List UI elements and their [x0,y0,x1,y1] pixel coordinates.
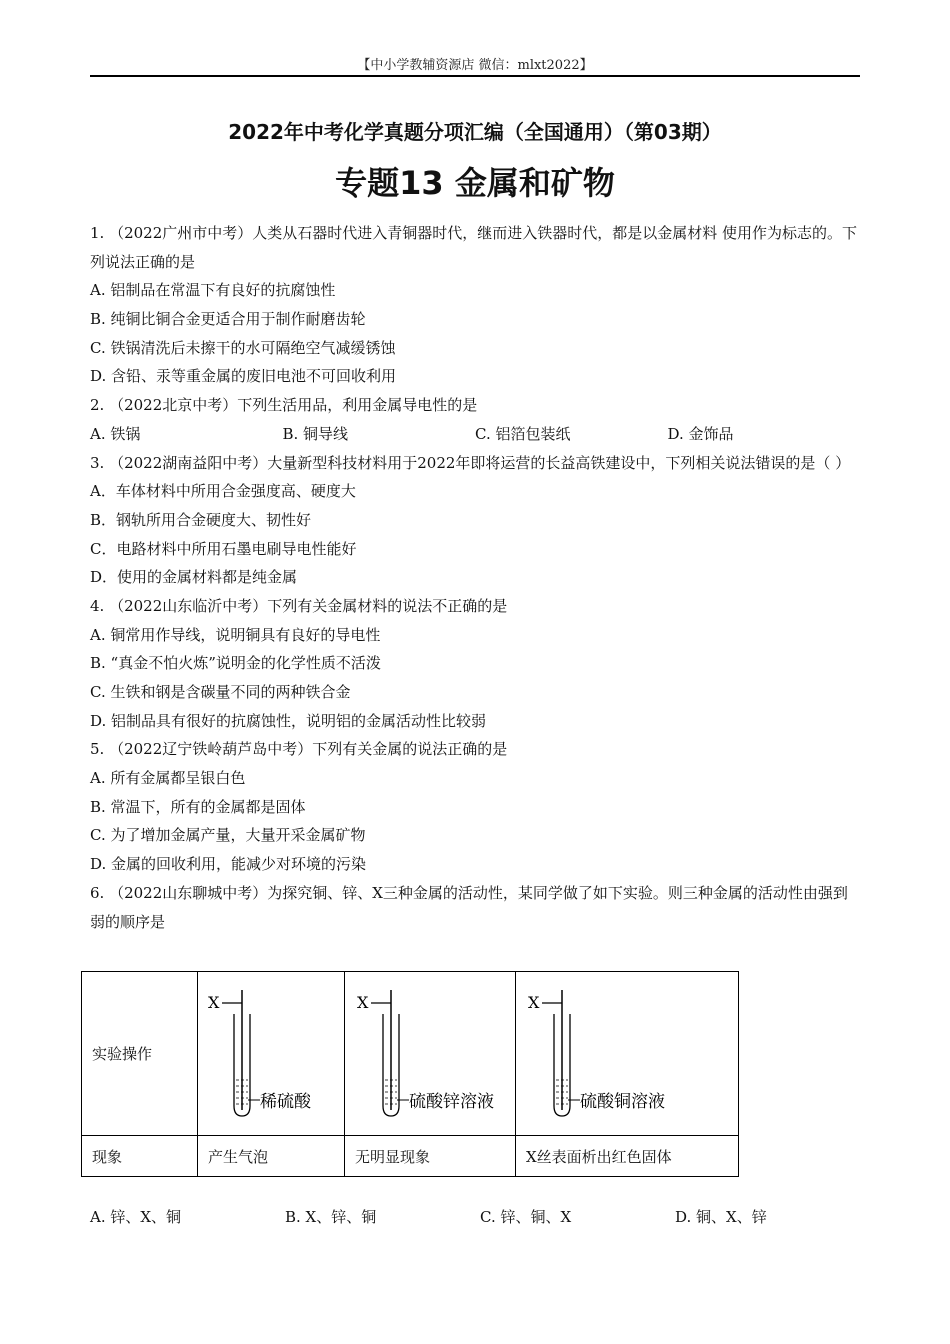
header-text: 【中小学教辅资源店 微信：mlxt2022】 [357,58,593,73]
phenomenon-cell: 产生气泡 [198,1136,345,1177]
phenomenon-cell: 无明显现象 [345,1136,516,1177]
option: C. 生铁和钢是含碳量不同的两种铁合金 [90,683,351,702]
option: A. 铝制品在常温下有良好的抗腐蚀性 [90,281,336,300]
option: D. 铝制品具有很好的抗腐蚀性，说明铝的金属活动性比较弱 [90,711,487,730]
option: B. 纯铜比铜合金更适合用于制作耐磨齿轮 [90,310,366,329]
option: A. 所有金属都呈银白色 [90,769,246,788]
table-row-label: 实验操作 [82,972,198,1136]
phenomenon-cell: X丝表面析出红色固体 [516,1136,739,1177]
option-row [90,420,860,449]
metal-label: X [208,993,220,1012]
table-row-label: 现象 [82,1136,198,1177]
option: D. 铜、X、锌 [675,1208,767,1226]
solution-label: 硫酸锌溶液 [409,1092,494,1112]
question-stem: 3. （2022湖南益阳中考）大量新型科技材料用于2022年即将运营的长益高铁建设中，下列相关说法错误的是（ ） [90,453,851,472]
question-stem: 6. （2022山东聊城中考）为探究铜、锌、X三种金属的活动性，某同学做了如下实验。则三种金属的活动性由强到弱的顺序是 [90,883,848,931]
question-stem: 1. （2022广州市中考）人类从石器时代进入青铜器时代，继而进入铁器时代，都是以金属材料 使用作为标志的。下列说法正确的是 [90,224,858,271]
option: A．车体材料中所用合金强度高、硬度大 [90,482,356,501]
option: B. “真金不怕火炼”说明金的化学性质不活泼 [90,654,381,673]
option: A. 铁锅 [90,424,141,443]
option: C. 铝箔包装纸 [475,424,571,443]
option: D. 金属的回收利用，能减少对环境的污染 [90,855,367,874]
question-stem: 2. （2022北京中考）下列生活用品，利用金属导电性的是 [90,396,478,415]
option: B. 常温下，所有的金属都是固体 [90,797,306,816]
question-stem: 4. （2022山东临沂中考）下列有关金属材料的说法不正确的是 [90,596,508,615]
solution-label: 硫酸铜溶液 [580,1092,665,1112]
option: B．钢轨所用合金硬度大、韧性好 [90,510,312,529]
experiment-table [81,971,739,1177]
option: A. 铜常用作导线，说明铜具有良好的导电性 [90,625,381,644]
option: A. 锌、X、铜 [90,1208,182,1226]
option: B. 铜导线 [282,424,349,443]
option: D. 金饰品 [667,424,734,443]
metal-label: X [528,993,540,1012]
header-rule [90,75,860,77]
metal-label: X [357,993,369,1012]
option: C. 为了增加金属产量，大量开采金属矿物 [90,826,366,845]
option-row [90,1206,870,1227]
solution-label: 稀硫酸 [260,1092,311,1112]
test-tube-diagram [198,972,345,1136]
option: D. 含铅、汞等重金属的废旧电池不可回收利用 [90,367,397,386]
question-list [90,219,860,936]
option: C. 锌、铜、X [480,1208,572,1226]
topic-title: 专题13 金属和矿物 [335,164,615,202]
option: B. X、锌、铜 [285,1208,377,1226]
option: C. 铁锅清洗后未擦干的水可隔绝空气减缓锈蚀 [90,338,396,357]
test-tube-diagram [345,972,516,1136]
option: D．使用的金属材料都是纯金属 [90,568,298,587]
document-title: 2022年中考化学真题分项汇编（全国通用）（第03期） [228,120,722,144]
question-stem: 5. （2022辽宁铁岭葫芦岛中考）下列有关金属的说法正确的是 [90,740,508,759]
test-tube-diagram [516,972,739,1136]
option: C．电路材料中所用石墨电刷导电性能好 [90,539,357,558]
